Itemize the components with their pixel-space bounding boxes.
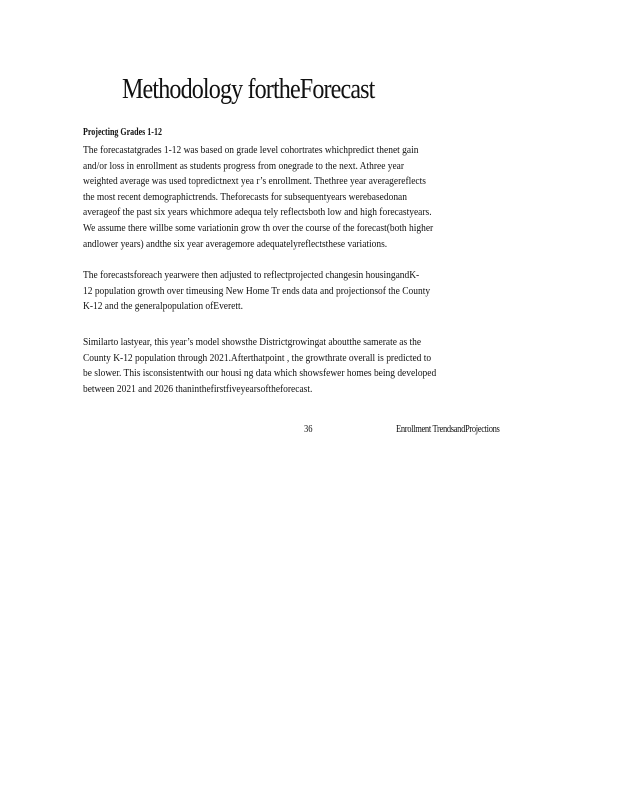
paragraph-2: [83, 268, 553, 315]
paragraph-line: K-12 and the generalpopulation ofEverett.: [83, 300, 243, 313]
paragraph-3: [83, 335, 553, 397]
section-subheading: Projecting Grades 1-12: [83, 127, 162, 138]
paragraph-line: The forecastatgrades 1-12 was based on grade level cohortrates whichpredict thenet gain: [83, 144, 419, 156]
paragraph-line: Similarto lastyear, this year’s model showsthe Districtgrowingat aboutthe samerate as the: [83, 336, 422, 348]
paragraph-line: averageof the past six years whichmore adequa tely reflectsboth low and high forecastyears.: [83, 206, 432, 219]
footer-section-title: Enrollment TrendsandProjections: [396, 424, 500, 435]
paragraph-line: 12 population growth over timeusing New Home Tr ends data and projectionsof the County: [83, 284, 431, 297]
paragraph-line: weighted average was used topredictnext yea r’s enrollment. Thethree year averagereflects: [83, 175, 426, 188]
paragraph-line: between 2021 and 2026 thaninthefirstfiveyearsoftheforecast.: [83, 382, 313, 395]
page-title: Methodology fortheForecast: [122, 74, 375, 105]
paragraph-1: [83, 143, 553, 252]
paragraph-line: County K-12 population through 2021.Afterthatpoint , the growthrate overall is predicted to: [83, 351, 432, 364]
paragraph-line: and/or loss in enrollment as students progress from onegrade to the next. Athree year: [83, 159, 405, 172]
paragraph-line: The forecastsforeach yearwere then adjusted to reflectprojected changesin housingandK-: [83, 269, 420, 281]
paragraph-line: andlower years) andthe six year averagemore adequatelyreflectsthese variations.: [83, 237, 388, 250]
page-number: 36: [304, 424, 313, 435]
paragraph-line: the most recent demographictrends. Theforecasts for subsequentyears werebasedonan: [83, 190, 407, 203]
paragraph-line: We assume there willbe some variationin grow th over the course of the forecast(both higher: [83, 221, 434, 234]
paragraph-line: be slower. This isconsistentwith our housi ng data which showsfewer homes being developed: [83, 367, 437, 380]
